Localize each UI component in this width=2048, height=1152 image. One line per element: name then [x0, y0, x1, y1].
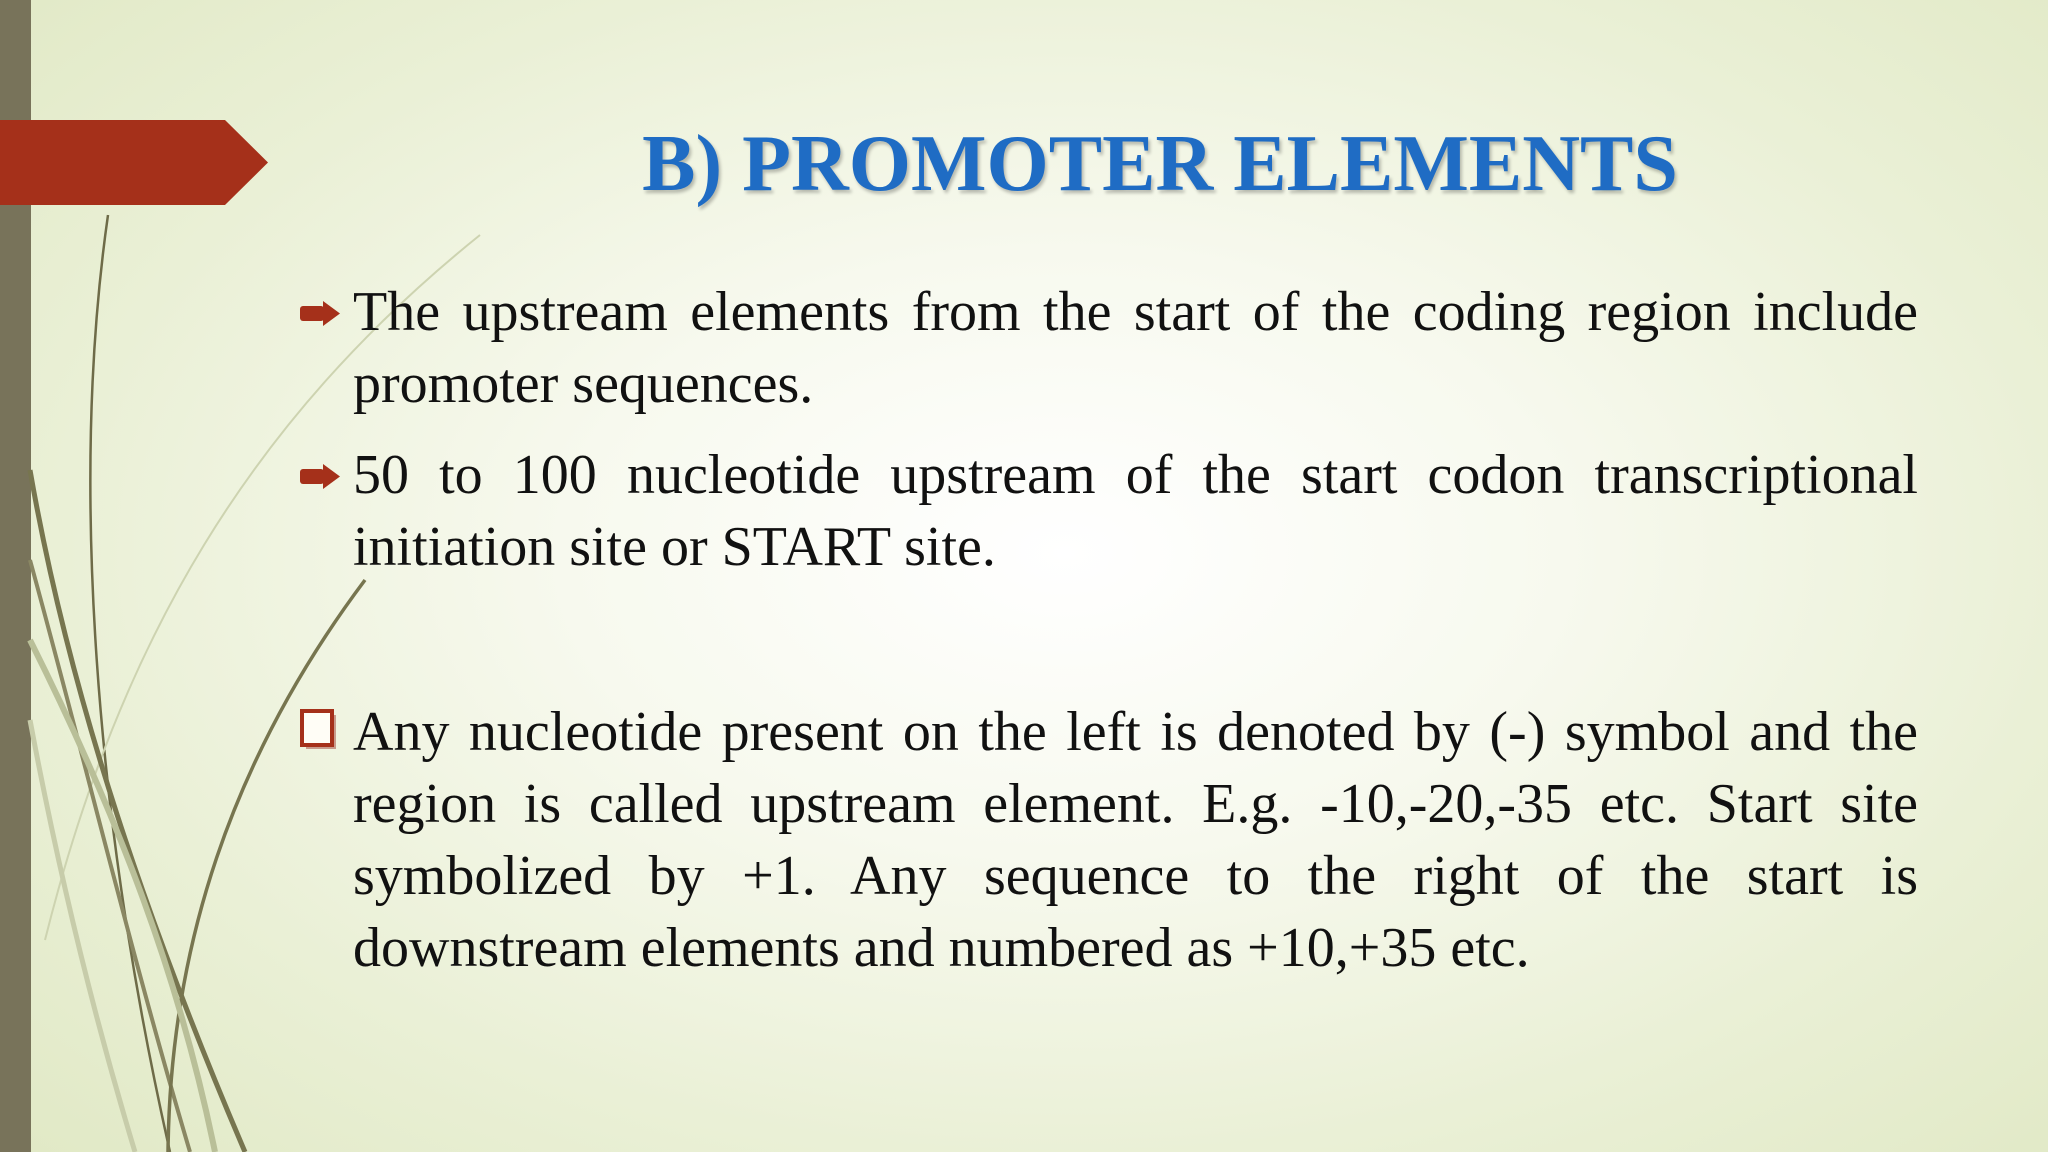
bullet-list	[296, 276, 1918, 984]
bullet-text: The upstream elements from the start of the coding region include promoter sequences.	[353, 281, 1918, 415]
curve-light-1	[30, 640, 215, 1152]
bullet-item	[296, 439, 1918, 583]
bullet-text: 50 to 100 nucleotide upstream of the start codon transcriptional initiation site or START site.	[353, 444, 1918, 578]
curve-thick-1	[30, 470, 245, 1152]
arrow-bullet-icon	[298, 276, 342, 348]
curve-thick-2	[30, 560, 190, 1152]
bullet-item	[296, 696, 1918, 984]
curve-light-2	[30, 720, 135, 1152]
bullet-item	[296, 276, 1918, 420]
curve-thin-1	[90, 215, 170, 1152]
bullet-text: Any nucleotide present on the left is denoted by (-) symbol and the region is called upstream element. E.g. -10,-20,-35 etc. Start site symbolized by +1. Any sequence to the right of the start is downstream elements and numbered as +10,+35 etc.	[353, 701, 1918, 979]
title-arrow-tab	[0, 120, 268, 205]
arrow-bullet-icon	[298, 439, 342, 511]
checkbox-bullet-icon	[298, 696, 342, 768]
slide-title: B) PROMOTER ELEMENTS	[642, 120, 1678, 208]
